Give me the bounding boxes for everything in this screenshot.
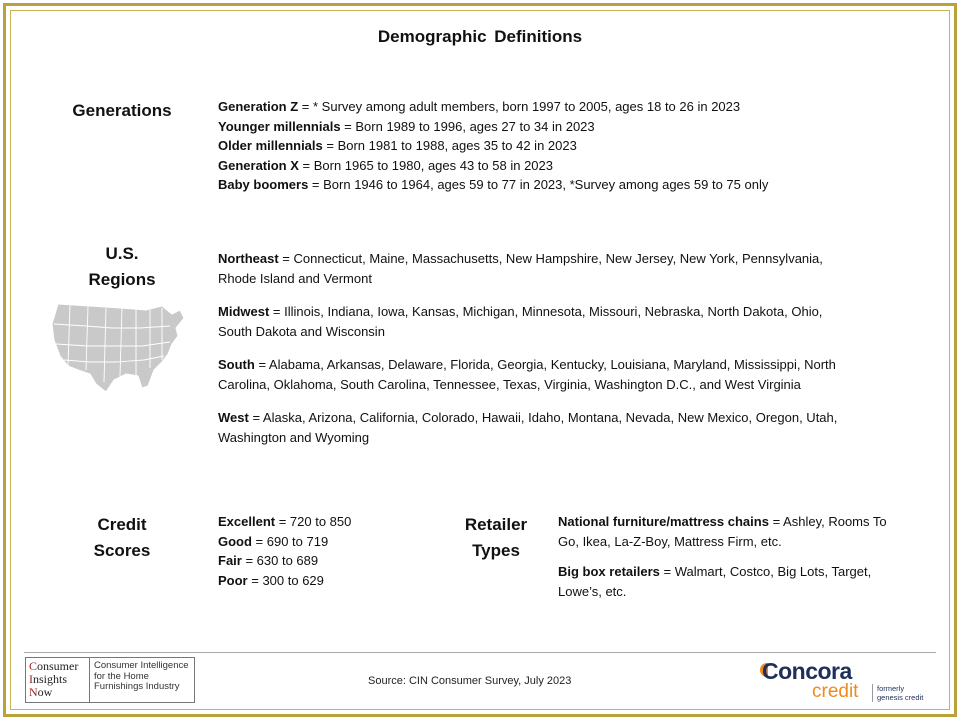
region-item-midwest: Midwest = Illinois, Indiana, Iowa, Kansas, Michigan, Minnesota, Missouri, Nebraska, North Dakota, Ohio, South Dakota and Wisconsin (218, 304, 823, 339)
generation-item: Generation Z = * Survey among adult members, born 1997 to 2005, ages 18 to 26 in 2023 (218, 99, 741, 114)
cin-logo-wordmark: Consumer Insights Now (26, 658, 90, 702)
cin-logo (25, 657, 195, 703)
source-note: Source: CIN Consumer Survey, July 2023 (368, 675, 572, 687)
retailer-item: Big box retailers = Walmart, Costco, Big Lots, Target, Lowe’s, etc. (558, 564, 872, 599)
credit-item: Good = 690 to 719 (218, 533, 329, 549)
credit-item: Excellent = 720 to 850 (218, 514, 352, 529)
credit-scores-label: Credit Scores (93, 515, 151, 560)
retailer-types-label: Retailer Types (464, 515, 528, 560)
generation-item: Generation X = Born 1965 to 1980, ages 43 to 58 in 2023 (218, 157, 553, 173)
us-map-icon (50, 296, 188, 396)
concora-credit-logo (760, 658, 940, 704)
regions-label: U.S. Regions (88, 244, 156, 289)
region-item-south: South = Alabama, Arkansas, Delaware, Florida, Georgia, Kentucky, Louisiana, Maryland, Mississippi, North Carolina, Oklahoma, South Carolina, Tennessee, Texas, Virginia, Washington D.C., and West Virginia (218, 357, 836, 392)
credit-scores-definitions (218, 512, 438, 590)
cin-logo-tagline: Consumer Intelligence for the Home Furnishings Industry (94, 660, 189, 692)
credit-item: Fair = 630 to 689 (218, 553, 319, 568)
retailer-item: National furniture/mattress chains = Ashley, Rooms To Go, Ikea, La-Z-Boy, Mattress Firm, etc. (558, 514, 887, 549)
retailer-types-definitions (558, 512, 888, 601)
regions-definitions (218, 249, 858, 447)
concora-name: Concora (762, 658, 852, 684)
concora-credit-word: credit (812, 681, 859, 702)
footer-divider (24, 652, 936, 653)
generation-item: Baby boomers = Born 1946 to 1964, ages 59 to 77 in 2023, *Survey among ages 59 to 75 only (218, 177, 769, 192)
generation-item: Younger millennials = Born 1989 to 1996, ages 27 to 34 in 2023 (218, 118, 595, 134)
generation-item: Older millennials = Born 1981 to 1988, ages 35 to 42 in 2023 (218, 138, 577, 153)
page-title: Demographic Definitions (377, 27, 583, 46)
region-item-northeast: Northeast = Connecticut, Maine, Massachusetts, New Hampshire, New Jersey, New York, Pennsylvania, Rhode Island and Vermont (218, 251, 823, 286)
formerly-genesis-note: formerly genesis credit (872, 684, 947, 702)
generations-label: Generations (72, 101, 172, 120)
credit-item: Poor = 300 to 629 (218, 572, 324, 588)
region-item-west: West = Alaska, Arizona, California, Colorado, Hawaii, Idaho, Montana, Nevada, New Mexico, Oregon, Utah, Washington and Wyoming (218, 410, 838, 445)
generations-definitions (218, 97, 858, 195)
